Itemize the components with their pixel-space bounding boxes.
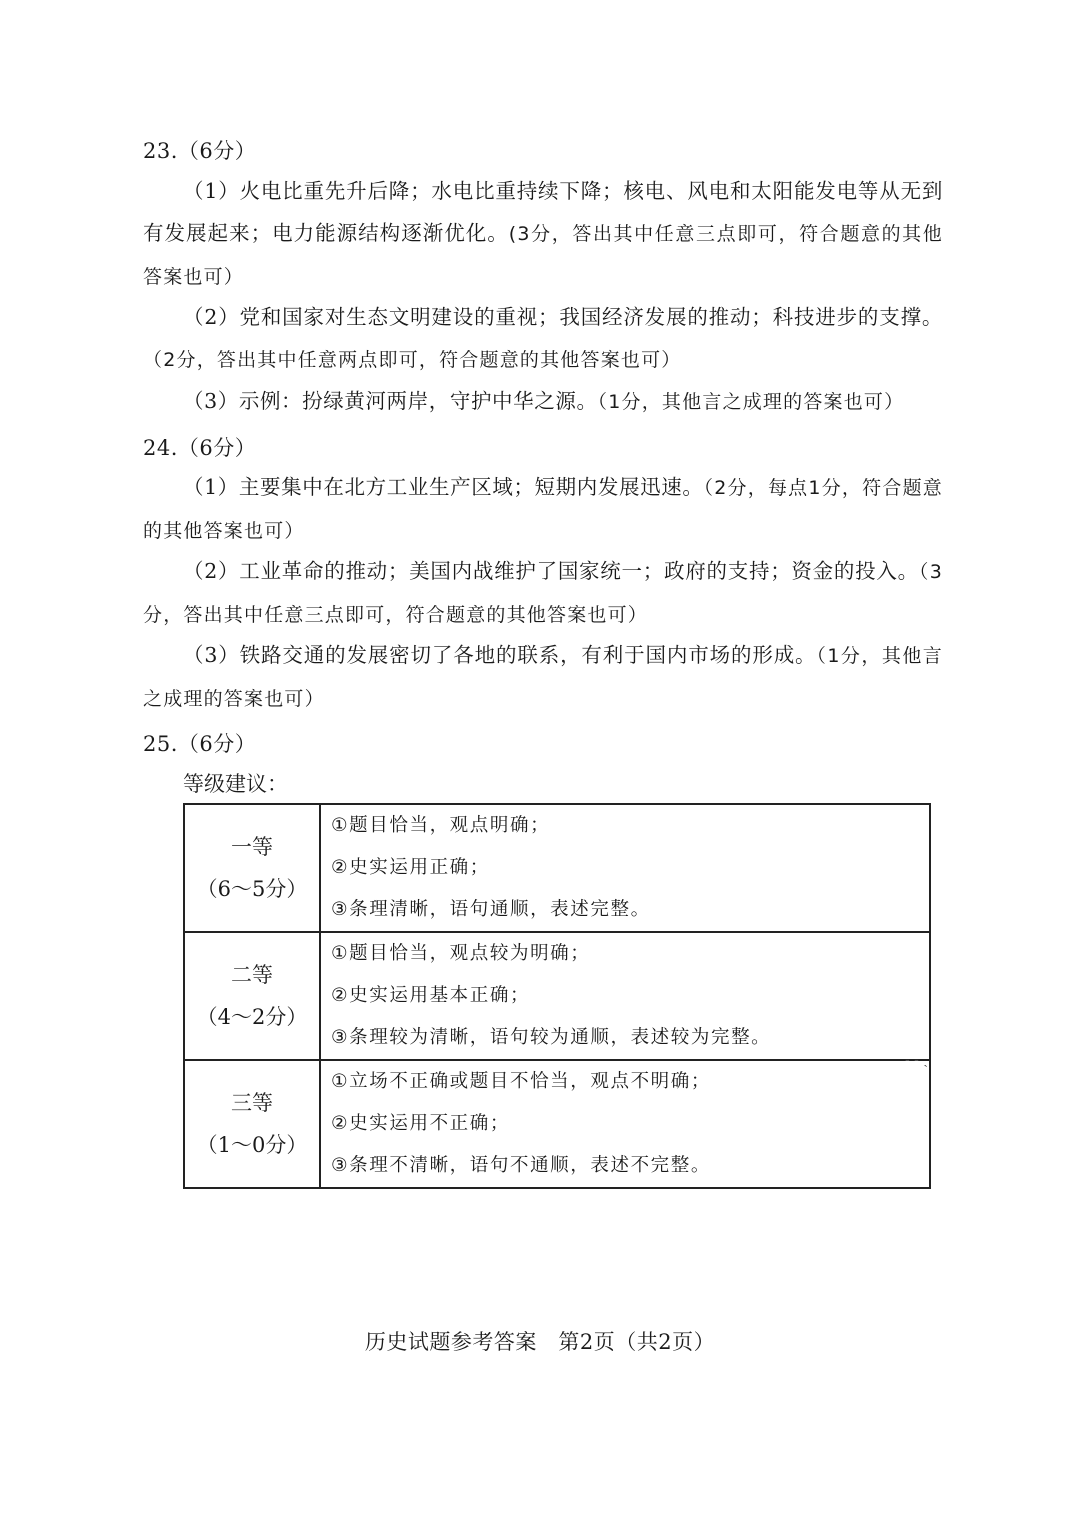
q24-part3-answer: （3）铁路交通的发展密切了各地的联系，有利于国内市场的形成。 [183,643,817,667]
q24-part3-scoring-note: （1分，其他言之成理的答案也可） [143,645,943,710]
grade-row-third [184,1060,930,1188]
grade-criteria-cell [320,932,930,1060]
grade-criterion: ②史实运用不正确； [331,1113,510,1134]
grade-level-cell [184,1060,320,1188]
grade-row-first [184,804,930,932]
q23-part1-scoring-note: (3分，答出其中任意三点即可，符合题意的其他答案也可） [143,223,944,288]
grade-criterion: ①题目恰当，观点明确； [331,815,551,836]
grade-score-range: （1～0分） [196,1133,308,1157]
q23-part2-answer: （2）党和国家对生态文明建设的重视；我国经济发展的推动；科技进步的支撑。 [183,305,943,329]
q24-part1-answer: （1）主要集中在北方工业生产区域；短期内发展迅速。 [183,475,704,499]
grade-criterion: ①立场不正确或题目不恰当，观点不明确； [331,1071,711,1092]
q23-part2 [143,296,943,381]
q23-part1 [143,170,943,298]
q24-part2-answer: （2）工业革命的推动；美国内战维护了国家统一；政府的支持；资金的投入。 [183,559,919,583]
grade-score-range: （6～5分） [196,877,308,901]
grade-level-name: 一等 [231,835,273,859]
grade-suggestion-label: 等级建议： [183,772,288,796]
grade-level-name: 二等 [231,963,273,987]
grade-criteria-cell [320,1060,930,1188]
grade-level-name: 三等 [231,1091,273,1115]
q24-part2 [143,550,943,636]
grade-level-cell [184,932,320,1060]
grade-level-cell [184,804,320,932]
q23-part3-scoring-note: （1分，其他言之成理的答案也可） [597,391,905,413]
grade-criterion: ③条理较为清晰，语句较为通顺，表述较为完整。 [331,1027,772,1048]
q24-part1-scoring-note: （2分，每点1分，符合题意的其他答案也可） [143,477,943,542]
grade-criterion: ③条理清晰，语句通顺，表述完整。 [331,899,651,920]
grade-criteria-cell [320,804,930,932]
grade-table [183,803,931,1189]
q23-title: 23.（6分） [143,139,257,163]
q25-title: 25.（6分） [143,732,257,756]
q24-title: 24.（6分） [143,436,257,460]
q23-part1-answer: （1）火电比重先升后降；水电比重持续下降；核电、风电和太阳能发电等从无到有发展起来；电力能源结构逐渐优化。 [143,179,943,245]
q23-part3-answer: （3）示例：扮绿黄河两岸，守护中华之源。 [183,389,598,413]
grade-score-range: （4～2分） [196,1005,308,1029]
grade-criterion: ②史实运用正确； [331,857,490,878]
grade-criterion: ①题目恰当，观点较为明确； [331,943,591,964]
q23-part3 [143,380,943,423]
grade-row-second [184,932,930,1060]
grade-criterion: ②史实运用基本正确； [331,985,531,1006]
q23-part2-scoring-note: （2分，答出其中任意两点即可，符合题意的其他答案也可） [143,349,682,371]
q24-part1 [143,466,943,552]
q24-part3 [143,634,943,720]
page-footer: 历史试题参考答案 第2页（共2页） [364,1330,716,1354]
grade-criterion: ③条理不清晰，语句不通顺，表述不完整。 [331,1155,711,1176]
q24-part2-scoring-note: （3分，答出其中任意三点即可，符合题意的其他答案也可） [143,561,943,626]
scan-mark: ‐ ‑ ˎ [905,1052,929,1068]
